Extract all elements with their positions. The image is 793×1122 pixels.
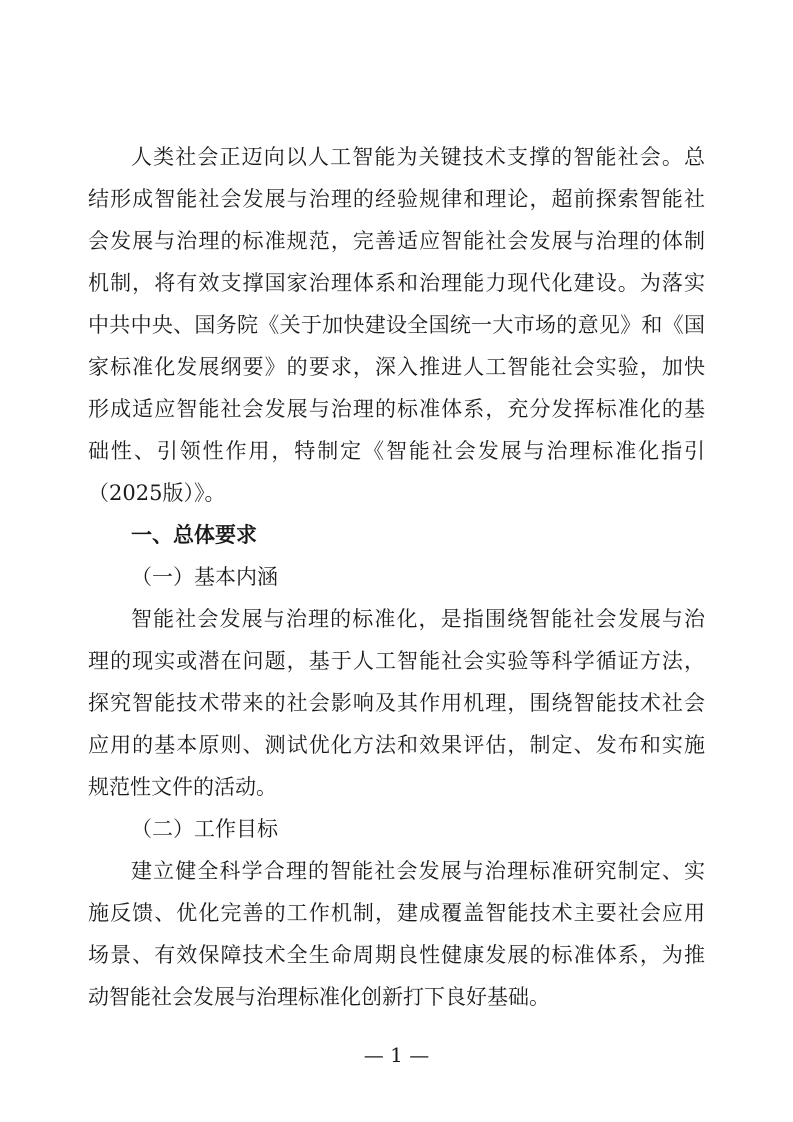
subsection-heading: （一）基本内涵 bbox=[131, 565, 278, 589]
subsection-heading: （二）工作目标 bbox=[131, 817, 278, 841]
paragraph-line: 形成适应智能社会发展与治理的标准体系，充分发挥标准化的基 bbox=[88, 397, 705, 421]
paragraph-line: 人类社会正迈向以人工智能为关键技术支撑的智能社会。总 bbox=[131, 145, 705, 169]
paragraph-line: 中共中央、国务院《关于加快建设全国统一大市场的意见》和《国 bbox=[88, 313, 705, 337]
paragraph-line: 智能社会发展与治理的标准化，是指围绕智能社会发展与治 bbox=[131, 607, 705, 631]
paragraph-line: 结形成智能社会发展与治理的经验规律和理论，超前探索智能社 bbox=[88, 187, 705, 211]
paragraph-line: 探究智能技术带来的社会影响及其作用机理，围绕智能技术社会 bbox=[88, 691, 705, 715]
paragraph-line: 理的现实或潜在问题，基于人工智能社会实验等科学循证方法， bbox=[88, 649, 705, 673]
paragraph-line: 家标准化发展纲要》的要求，深入推进人工智能社会实验，加快 bbox=[88, 355, 705, 379]
paragraph-line: 应用的基本原则、测试优化方法和效果评估，制定、发布和实施 bbox=[88, 733, 705, 757]
section-heading: 一、总体要求 bbox=[131, 523, 257, 547]
paragraph-line: 建立健全科学合理的智能社会发展与治理标准研究制定、实 bbox=[131, 859, 705, 883]
paragraph-line: 规范性文件的活动。 bbox=[88, 775, 277, 799]
paragraph-line: 动智能社会发展与治理标准化创新打下良好基础。 bbox=[88, 985, 550, 1009]
paragraph-line: 础性、引领性作用，特制定《智能社会发展与治理标准化指引 bbox=[88, 439, 705, 463]
paragraph-line: 会发展与治理的标准规范，完善适应智能社会发展与治理的体制 bbox=[88, 229, 705, 253]
paragraph-line: 场景、有效保障技术全生命周期良性健康发展的标准体系，为推 bbox=[88, 943, 705, 967]
paragraph-line: （2025版）》。 bbox=[88, 481, 226, 505]
paragraph-line: 施反馈、优化完善的工作机制，建成覆盖智能技术主要社会应用 bbox=[88, 901, 705, 925]
page-number: — 1 — bbox=[363, 1043, 430, 1067]
paragraph-line: 机制，将有效支撑国家治理体系和治理能力现代化建设。为落实 bbox=[88, 271, 705, 295]
